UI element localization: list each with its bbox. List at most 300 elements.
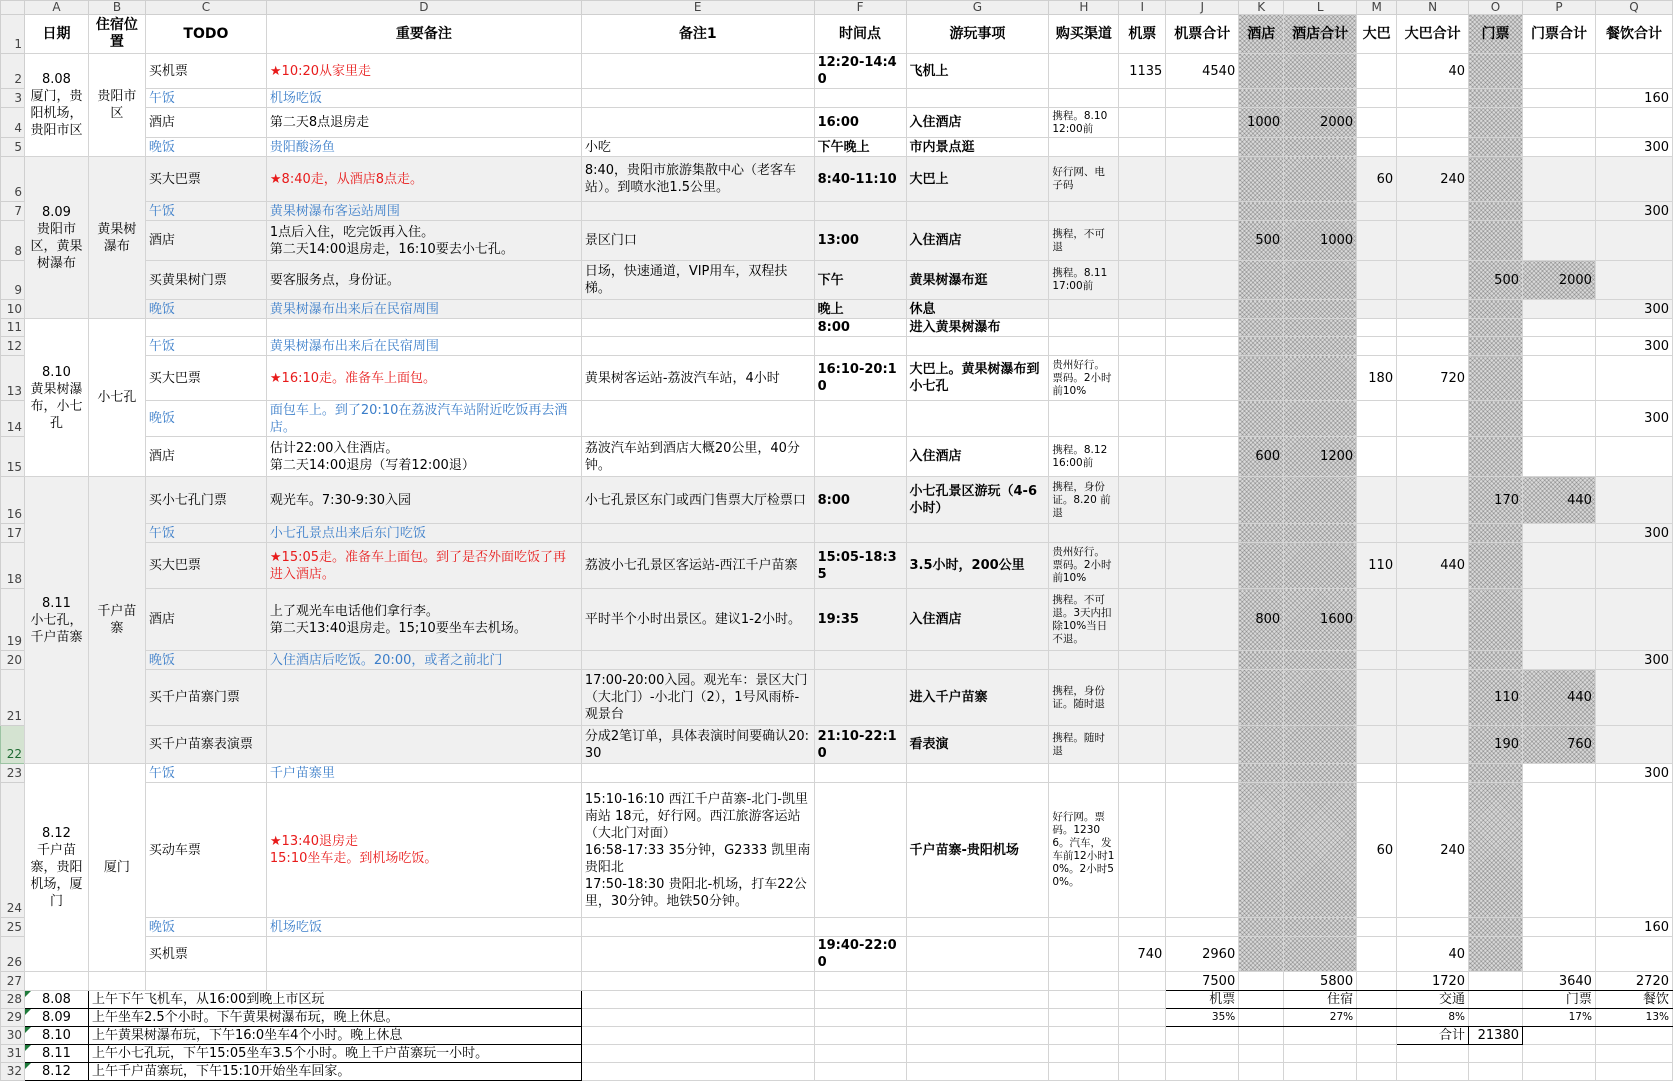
- note1-cell[interactable]: 日场，快速通道，VIP用车，双程扶梯。: [581, 261, 814, 300]
- value-cell[interactable]: 2000: [1284, 108, 1357, 138]
- row-number[interactable]: 22: [1, 726, 25, 764]
- cell[interactable]: [581, 1063, 814, 1081]
- note-cell[interactable]: 千户苗寨里: [266, 764, 581, 783]
- note1-cell[interactable]: 小七孔景区东门或西门售票大厅检票口: [581, 477, 814, 524]
- cell[interactable]: [814, 651, 906, 670]
- cell[interactable]: [1119, 89, 1166, 108]
- pct-food[interactable]: 13%: [1595, 1009, 1672, 1027]
- cell[interactable]: [1595, 783, 1672, 918]
- cell[interactable]: [1239, 300, 1284, 319]
- todo-cell[interactable]: 午饭: [145, 764, 266, 783]
- todo-cell[interactable]: 买机票: [145, 54, 266, 89]
- cell[interactable]: [1469, 157, 1523, 202]
- stay-cell[interactable]: 厦门: [88, 764, 145, 972]
- header-note1[interactable]: 备注1: [581, 15, 814, 54]
- value-cell[interactable]: 40: [1397, 937, 1469, 972]
- time-cell[interactable]: 8:00: [814, 319, 906, 337]
- cell[interactable]: [814, 89, 906, 108]
- cell[interactable]: [1166, 726, 1239, 764]
- channel-cell[interactable]: 携程。8.11 17:00前: [1049, 261, 1119, 300]
- cell[interactable]: [1357, 1045, 1397, 1063]
- cell[interactable]: [1397, 319, 1469, 337]
- header-stay[interactable]: 住宿位置: [88, 15, 145, 54]
- cell[interactable]: [1284, 54, 1357, 89]
- cell[interactable]: [1166, 651, 1239, 670]
- summary-text[interactable]: 上午黄果树瀑布玩，下午16:0坐车4个小时。晚上休息: [88, 1027, 581, 1045]
- row-number[interactable]: 13: [1, 356, 25, 401]
- value-cell[interactable]: 300: [1595, 764, 1672, 783]
- cell[interactable]: [1284, 764, 1357, 783]
- note1-cell[interactable]: 荔波汽车站到酒店大概20公里，40分钟。: [581, 437, 814, 477]
- col-letter[interactable]: I: [1119, 1, 1166, 15]
- summary-text[interactable]: 上午小七孔玩，下午15:05坐车3.5个小时。晚上千户苗寨玩一小时。: [88, 1045, 581, 1063]
- todo-cell[interactable]: 买大巴票: [145, 543, 266, 589]
- time-cell[interactable]: 21:10-22:10: [814, 726, 906, 764]
- cell[interactable]: [1119, 1027, 1166, 1045]
- cell[interactable]: [1049, 918, 1119, 937]
- activity-cell[interactable]: 入住酒店: [906, 589, 1049, 651]
- cell[interactable]: [906, 764, 1049, 783]
- note-cell[interactable]: 黄果树瀑布出来后在民宿周围: [266, 300, 581, 319]
- header-hotel-total[interactable]: 酒店合计: [1284, 15, 1357, 54]
- row-number[interactable]: 3: [1, 89, 25, 108]
- cell[interactable]: [1119, 477, 1166, 524]
- cell[interactable]: [1119, 1063, 1166, 1081]
- row-number[interactable]: 14: [1, 401, 25, 437]
- value-cell[interactable]: 240: [1397, 157, 1469, 202]
- row-number[interactable]: 32: [1, 1063, 25, 1081]
- cell[interactable]: [1469, 1009, 1523, 1027]
- cell[interactable]: [1119, 108, 1166, 138]
- note-cell[interactable]: 机场吃饭: [266, 89, 581, 108]
- cell[interactable]: [581, 337, 814, 356]
- cell[interactable]: [1523, 401, 1596, 437]
- cell[interactable]: [1523, 783, 1596, 918]
- cell[interactable]: [1397, 437, 1469, 477]
- total-flight[interactable]: 7500: [1166, 972, 1239, 991]
- todo-cell[interactable]: 午饭: [145, 524, 266, 543]
- time-cell[interactable]: 下午晚上: [814, 138, 906, 157]
- cell[interactable]: [1239, 477, 1284, 524]
- cell[interactable]: [1357, 589, 1397, 651]
- cell[interactable]: [906, 972, 1049, 991]
- cell[interactable]: [1469, 783, 1523, 918]
- cell[interactable]: [1357, 477, 1397, 524]
- cell[interactable]: [1166, 918, 1239, 937]
- cell[interactable]: [1357, 1063, 1397, 1081]
- note-cell[interactable]: 1点后入住，吃完饭再入住。 第二天14:00退房走，16:10要去小七孔。: [266, 221, 581, 261]
- cell[interactable]: [906, 1063, 1049, 1081]
- cell[interactable]: [1469, 1045, 1523, 1063]
- row-number[interactable]: 11: [1, 319, 25, 337]
- activity-cell[interactable]: 小七孔景区游玩（4-6小时）: [906, 477, 1049, 524]
- summary-date[interactable]: 8.09: [24, 1009, 88, 1027]
- cell[interactable]: [1469, 337, 1523, 356]
- cell[interactable]: [1469, 589, 1523, 651]
- cell[interactable]: [1595, 437, 1672, 477]
- cell[interactable]: [1595, 477, 1672, 524]
- header-flight[interactable]: 机票: [1119, 15, 1166, 54]
- cell[interactable]: [1595, 670, 1672, 726]
- value-cell[interactable]: 240: [1397, 783, 1469, 918]
- value-cell[interactable]: 180: [1357, 356, 1397, 401]
- header-todo[interactable]: TODO: [145, 15, 266, 54]
- cell[interactable]: [1469, 543, 1523, 589]
- stay-cell[interactable]: 贵阳市区: [88, 54, 145, 157]
- cell[interactable]: [1357, 202, 1397, 221]
- time-cell[interactable]: 8:40-11:10: [814, 157, 906, 202]
- cell[interactable]: [814, 1009, 906, 1027]
- cell[interactable]: [906, 202, 1049, 221]
- cell[interactable]: [1523, 221, 1596, 261]
- note1-cell[interactable]: 黄果树客运站-荔波汽车站，4小时: [581, 356, 814, 401]
- cell[interactable]: [1239, 54, 1284, 89]
- value-cell[interactable]: 800: [1239, 589, 1284, 651]
- note-cell[interactable]: 观光车。7:30-9:30入园: [266, 477, 581, 524]
- value-cell[interactable]: 300: [1595, 401, 1672, 437]
- cell[interactable]: [1397, 261, 1469, 300]
- cell[interactable]: [1284, 401, 1357, 437]
- cell[interactable]: [1357, 1027, 1397, 1045]
- todo-cell[interactable]: 午饭: [145, 202, 266, 221]
- header-food-total[interactable]: 餐饮合计: [1595, 15, 1672, 54]
- cell[interactable]: [906, 937, 1049, 972]
- channel-cell[interactable]: 携程。8.10 12:00前: [1049, 108, 1119, 138]
- time-cell[interactable]: 16:00: [814, 108, 906, 138]
- header-channel[interactable]: 购买渠道: [1049, 15, 1119, 54]
- channel-cell[interactable]: 携程，身份证。8.20 前退: [1049, 477, 1119, 524]
- pct-bus[interactable]: 8%: [1397, 1009, 1469, 1027]
- cell[interactable]: [1397, 202, 1469, 221]
- cell[interactable]: [814, 401, 906, 437]
- label-ticket[interactable]: 门票: [1523, 991, 1596, 1009]
- todo-cell[interactable]: 晚饭: [145, 651, 266, 670]
- activity-cell[interactable]: 3.5小时，200公里: [906, 543, 1049, 589]
- header-flight-total[interactable]: 机票合计: [1166, 15, 1239, 54]
- cell[interactable]: [1469, 202, 1523, 221]
- cell[interactable]: [1469, 972, 1523, 991]
- row-number[interactable]: 2: [1, 54, 25, 89]
- cell[interactable]: [1239, 202, 1284, 221]
- value-cell[interactable]: 300: [1595, 337, 1672, 356]
- cell[interactable]: [1239, 543, 1284, 589]
- cell[interactable]: [1119, 991, 1166, 1009]
- cell[interactable]: [906, 991, 1049, 1009]
- cell[interactable]: [1523, 651, 1596, 670]
- cell[interactable]: [1469, 401, 1523, 437]
- cell[interactable]: [1357, 89, 1397, 108]
- pct-flight[interactable]: 35%: [1166, 1009, 1239, 1027]
- cell[interactable]: [1357, 54, 1397, 89]
- note1-cell[interactable]: 17:00-20:00入园。观光车：景区大门（大北门）-小北门（2），1号风雨桥-观景台: [581, 670, 814, 726]
- cell[interactable]: [1284, 543, 1357, 589]
- value-cell[interactable]: 160: [1595, 89, 1672, 108]
- channel-cell[interactable]: 好行网、电子码: [1049, 157, 1119, 202]
- cell[interactable]: [1119, 1009, 1166, 1027]
- cell[interactable]: [1397, 221, 1469, 261]
- col-letter[interactable]: E: [581, 1, 814, 15]
- todo-cell[interactable]: 晚饭: [145, 300, 266, 319]
- todo-cell[interactable]: 酒店: [145, 437, 266, 477]
- stay-cell[interactable]: 黄果树瀑布: [88, 157, 145, 319]
- cell[interactable]: [1523, 764, 1596, 783]
- value-cell[interactable]: 300: [1595, 202, 1672, 221]
- col-letter[interactable]: D: [266, 1, 581, 15]
- cell[interactable]: [1397, 138, 1469, 157]
- value-cell[interactable]: 500: [1239, 221, 1284, 261]
- cell[interactable]: [1357, 221, 1397, 261]
- total-ticket[interactable]: 3640: [1523, 972, 1596, 991]
- note-cell[interactable]: ★13:40退房走 15:10坐车走。到机场吃饭。: [266, 783, 581, 918]
- date-cell[interactable]: 8.11 小七孔，千户苗寨: [24, 477, 88, 764]
- cell[interactable]: [581, 202, 814, 221]
- todo-cell[interactable]: 酒店: [145, 589, 266, 651]
- cell[interactable]: [1523, 1045, 1596, 1063]
- value-cell[interactable]: 4540: [1166, 54, 1239, 89]
- time-cell[interactable]: 13:00: [814, 221, 906, 261]
- todo-cell[interactable]: 买机票: [145, 937, 266, 972]
- channel-cell[interactable]: 好行网。票码。12306。汽车，发车前12小时10%。2小时50%。: [1049, 783, 1119, 918]
- cell[interactable]: [906, 401, 1049, 437]
- date-cell[interactable]: 8.09 贵阳市区，黄果树瀑布: [24, 157, 88, 319]
- cell[interactable]: [581, 1027, 814, 1045]
- cell[interactable]: [1119, 783, 1166, 918]
- cell[interactable]: [1523, 300, 1596, 319]
- cell[interactable]: [1523, 524, 1596, 543]
- header-time[interactable]: 时间点: [814, 15, 906, 54]
- cell[interactable]: [814, 1045, 906, 1063]
- value-cell[interactable]: 300: [1595, 524, 1672, 543]
- cell[interactable]: [1357, 670, 1397, 726]
- note-cell[interactable]: 小七孔景点出来后东门吃饭: [266, 524, 581, 543]
- note-cell[interactable]: ★16:10走。准备车上面包。: [266, 356, 581, 401]
- cell[interactable]: [1166, 89, 1239, 108]
- cell[interactable]: [1595, 1045, 1672, 1063]
- cell[interactable]: [1166, 108, 1239, 138]
- value-cell[interactable]: 440: [1397, 543, 1469, 589]
- cell[interactable]: [1049, 1063, 1119, 1081]
- cell[interactable]: [1397, 89, 1469, 108]
- cell[interactable]: [266, 726, 581, 764]
- cell[interactable]: [1595, 937, 1672, 972]
- col-letter[interactable]: H: [1049, 1, 1119, 15]
- time-cell[interactable]: 19:35: [814, 589, 906, 651]
- cell[interactable]: [1523, 589, 1596, 651]
- cell[interactable]: [266, 670, 581, 726]
- cell[interactable]: [1397, 764, 1469, 783]
- cell[interactable]: [1357, 300, 1397, 319]
- col-letter[interactable]: G: [906, 1, 1049, 15]
- cell[interactable]: [906, 651, 1049, 670]
- cell[interactable]: [1239, 89, 1284, 108]
- cell[interactable]: [1119, 589, 1166, 651]
- cell[interactable]: [1119, 157, 1166, 202]
- note-cell[interactable]: 黄果树瀑布客运站周围: [266, 202, 581, 221]
- cell[interactable]: [1049, 1009, 1119, 1027]
- time-cell[interactable]: 19:40-22:00: [814, 937, 906, 972]
- cell[interactable]: [1284, 319, 1357, 337]
- cell[interactable]: [1523, 918, 1596, 937]
- cell[interactable]: [1239, 138, 1284, 157]
- value-cell[interactable]: 60: [1357, 157, 1397, 202]
- note-cell[interactable]: 黄果树瀑布出来后在民宿周围: [266, 337, 581, 356]
- cell[interactable]: [1284, 726, 1357, 764]
- cell[interactable]: [1166, 261, 1239, 300]
- activity-cell[interactable]: 入住酒店: [906, 108, 1049, 138]
- cell[interactable]: [1595, 54, 1672, 89]
- channel-cell[interactable]: 携程，身份证。随时退: [1049, 670, 1119, 726]
- note1-cell[interactable]: 小吃: [581, 138, 814, 157]
- cell[interactable]: [1239, 319, 1284, 337]
- cell[interactable]: [1357, 918, 1397, 937]
- cell[interactable]: [1357, 108, 1397, 138]
- summary-text[interactable]: 上午坐车2.5个小时。下午黄果树瀑布玩，晚上休息。: [88, 1009, 581, 1027]
- cell[interactable]: [1595, 157, 1672, 202]
- cell[interactable]: [814, 972, 906, 991]
- todo-cell[interactable]: 午饭: [145, 89, 266, 108]
- cell[interactable]: [1239, 937, 1284, 972]
- row-number[interactable]: 21: [1, 670, 25, 726]
- cell[interactable]: [1284, 670, 1357, 726]
- cell[interactable]: [1284, 783, 1357, 918]
- cell[interactable]: [906, 1045, 1049, 1063]
- row-number[interactable]: 30: [1, 1027, 25, 1045]
- row-number[interactable]: 12: [1, 337, 25, 356]
- cell[interactable]: [814, 202, 906, 221]
- stay-cell[interactable]: 千户苗寨: [88, 477, 145, 764]
- value-cell[interactable]: 1200: [1284, 437, 1357, 477]
- cell[interactable]: [1049, 300, 1119, 319]
- activity-cell[interactable]: 入住酒店: [906, 221, 1049, 261]
- cell[interactable]: [1239, 783, 1284, 918]
- cell[interactable]: [1166, 356, 1239, 401]
- header-date[interactable]: 日期: [24, 15, 88, 54]
- cell[interactable]: [1469, 300, 1523, 319]
- cell[interactable]: [1049, 202, 1119, 221]
- activity-cell[interactable]: 大巴上。黄果树瀑布到小七孔: [906, 356, 1049, 401]
- cell[interactable]: [1119, 651, 1166, 670]
- row-number[interactable]: 17: [1, 524, 25, 543]
- row-number[interactable]: 15: [1, 437, 25, 477]
- cell[interactable]: [906, 524, 1049, 543]
- cell[interactable]: [1166, 138, 1239, 157]
- total-hotel[interactable]: 5800: [1284, 972, 1357, 991]
- cell[interactable]: [1595, 319, 1672, 337]
- value-cell[interactable]: 2000: [1523, 261, 1596, 300]
- cell[interactable]: [1166, 477, 1239, 524]
- value-cell[interactable]: 500: [1469, 261, 1523, 300]
- cell[interactable]: [814, 1027, 906, 1045]
- cell[interactable]: [1049, 319, 1119, 337]
- cell[interactable]: [1119, 726, 1166, 764]
- pct-ticket[interactable]: 17%: [1523, 1009, 1596, 1027]
- value-cell[interactable]: 190: [1469, 726, 1523, 764]
- todo-cell[interactable]: 酒店: [145, 221, 266, 261]
- row-number[interactable]: 10: [1, 300, 25, 319]
- cell[interactable]: [1397, 651, 1469, 670]
- cell[interactable]: [1284, 356, 1357, 401]
- col-letter[interactable]: B: [88, 1, 145, 15]
- cell[interactable]: [1357, 1009, 1397, 1027]
- cell[interactable]: [1397, 477, 1469, 524]
- cell[interactable]: [1239, 670, 1284, 726]
- cell[interactable]: [1523, 543, 1596, 589]
- todo-cell[interactable]: 买大巴票: [145, 356, 266, 401]
- label-hotel[interactable]: 住宿: [1284, 991, 1357, 1009]
- date-cell[interactable]: 8.08 厦门，贵阳机场，贵阳市区: [24, 54, 88, 157]
- todo-cell[interactable]: 晚饭: [145, 918, 266, 937]
- summary-text[interactable]: 上午千户苗寨玩，下午15:10开始坐车回家。: [88, 1063, 581, 1081]
- cell[interactable]: [1119, 202, 1166, 221]
- cell[interactable]: [1284, 477, 1357, 524]
- row-number[interactable]: 5: [1, 138, 25, 157]
- cell[interactable]: [1523, 202, 1596, 221]
- cell[interactable]: [1239, 991, 1284, 1009]
- note-cell[interactable]: 贵阳酸汤鱼: [266, 138, 581, 157]
- cell[interactable]: [581, 89, 814, 108]
- cell[interactable]: [1357, 524, 1397, 543]
- todo-cell[interactable]: 买千户苗寨表演票: [145, 726, 266, 764]
- cell[interactable]: [1239, 524, 1284, 543]
- cell[interactable]: [581, 300, 814, 319]
- cell[interactable]: [1049, 89, 1119, 108]
- cell[interactable]: [1523, 319, 1596, 337]
- cell[interactable]: [1049, 937, 1119, 972]
- row-number[interactable]: 27: [1, 972, 25, 991]
- cell[interactable]: [1523, 157, 1596, 202]
- row-number[interactable]: 7: [1, 202, 25, 221]
- cell[interactable]: [1049, 991, 1119, 1009]
- value-cell[interactable]: 1000: [1284, 221, 1357, 261]
- todo-cell[interactable]: 买动车票: [145, 783, 266, 918]
- cell[interactable]: [906, 337, 1049, 356]
- note-cell[interactable]: ★10:20从家里走: [266, 54, 581, 89]
- cell[interactable]: [1284, 1027, 1357, 1045]
- cell[interactable]: [1523, 108, 1596, 138]
- cell[interactable]: [24, 972, 88, 991]
- header-important-note[interactable]: 重要备注: [266, 15, 581, 54]
- cell[interactable]: [1166, 319, 1239, 337]
- channel-cell[interactable]: 携程。随时退: [1049, 726, 1119, 764]
- cell[interactable]: [1397, 670, 1469, 726]
- cell[interactable]: [1523, 937, 1596, 972]
- todo-cell[interactable]: 酒店: [145, 108, 266, 138]
- todo-cell[interactable]: 午饭: [145, 337, 266, 356]
- cell[interactable]: [1239, 651, 1284, 670]
- row-number[interactable]: 6: [1, 157, 25, 202]
- cell[interactable]: [1049, 54, 1119, 89]
- activity-cell[interactable]: 大巴上: [906, 157, 1049, 202]
- cell[interactable]: [1284, 937, 1357, 972]
- cell[interactable]: [1523, 437, 1596, 477]
- cell[interactable]: [1523, 54, 1596, 89]
- col-letter[interactable]: F: [814, 1, 906, 15]
- row-number[interactable]: 26: [1, 937, 25, 972]
- cell[interactable]: [814, 1063, 906, 1081]
- note-cell[interactable]: ★15:05走。准备车上面包。到了是否外面吃饭了再进入酒店。: [266, 543, 581, 589]
- label-bus[interactable]: 交通: [1397, 991, 1469, 1009]
- cell[interactable]: [1469, 54, 1523, 89]
- cell[interactable]: [1397, 300, 1469, 319]
- cell[interactable]: [1357, 337, 1397, 356]
- cell[interactable]: [1166, 300, 1239, 319]
- cell[interactable]: [1239, 1063, 1284, 1081]
- summary-date[interactable]: 8.12: [24, 1063, 88, 1081]
- cell[interactable]: [1357, 261, 1397, 300]
- row-number[interactable]: 16: [1, 477, 25, 524]
- cell[interactable]: [1119, 543, 1166, 589]
- date-cell[interactable]: 8.10 黄果树瀑布，小七孔: [24, 319, 88, 477]
